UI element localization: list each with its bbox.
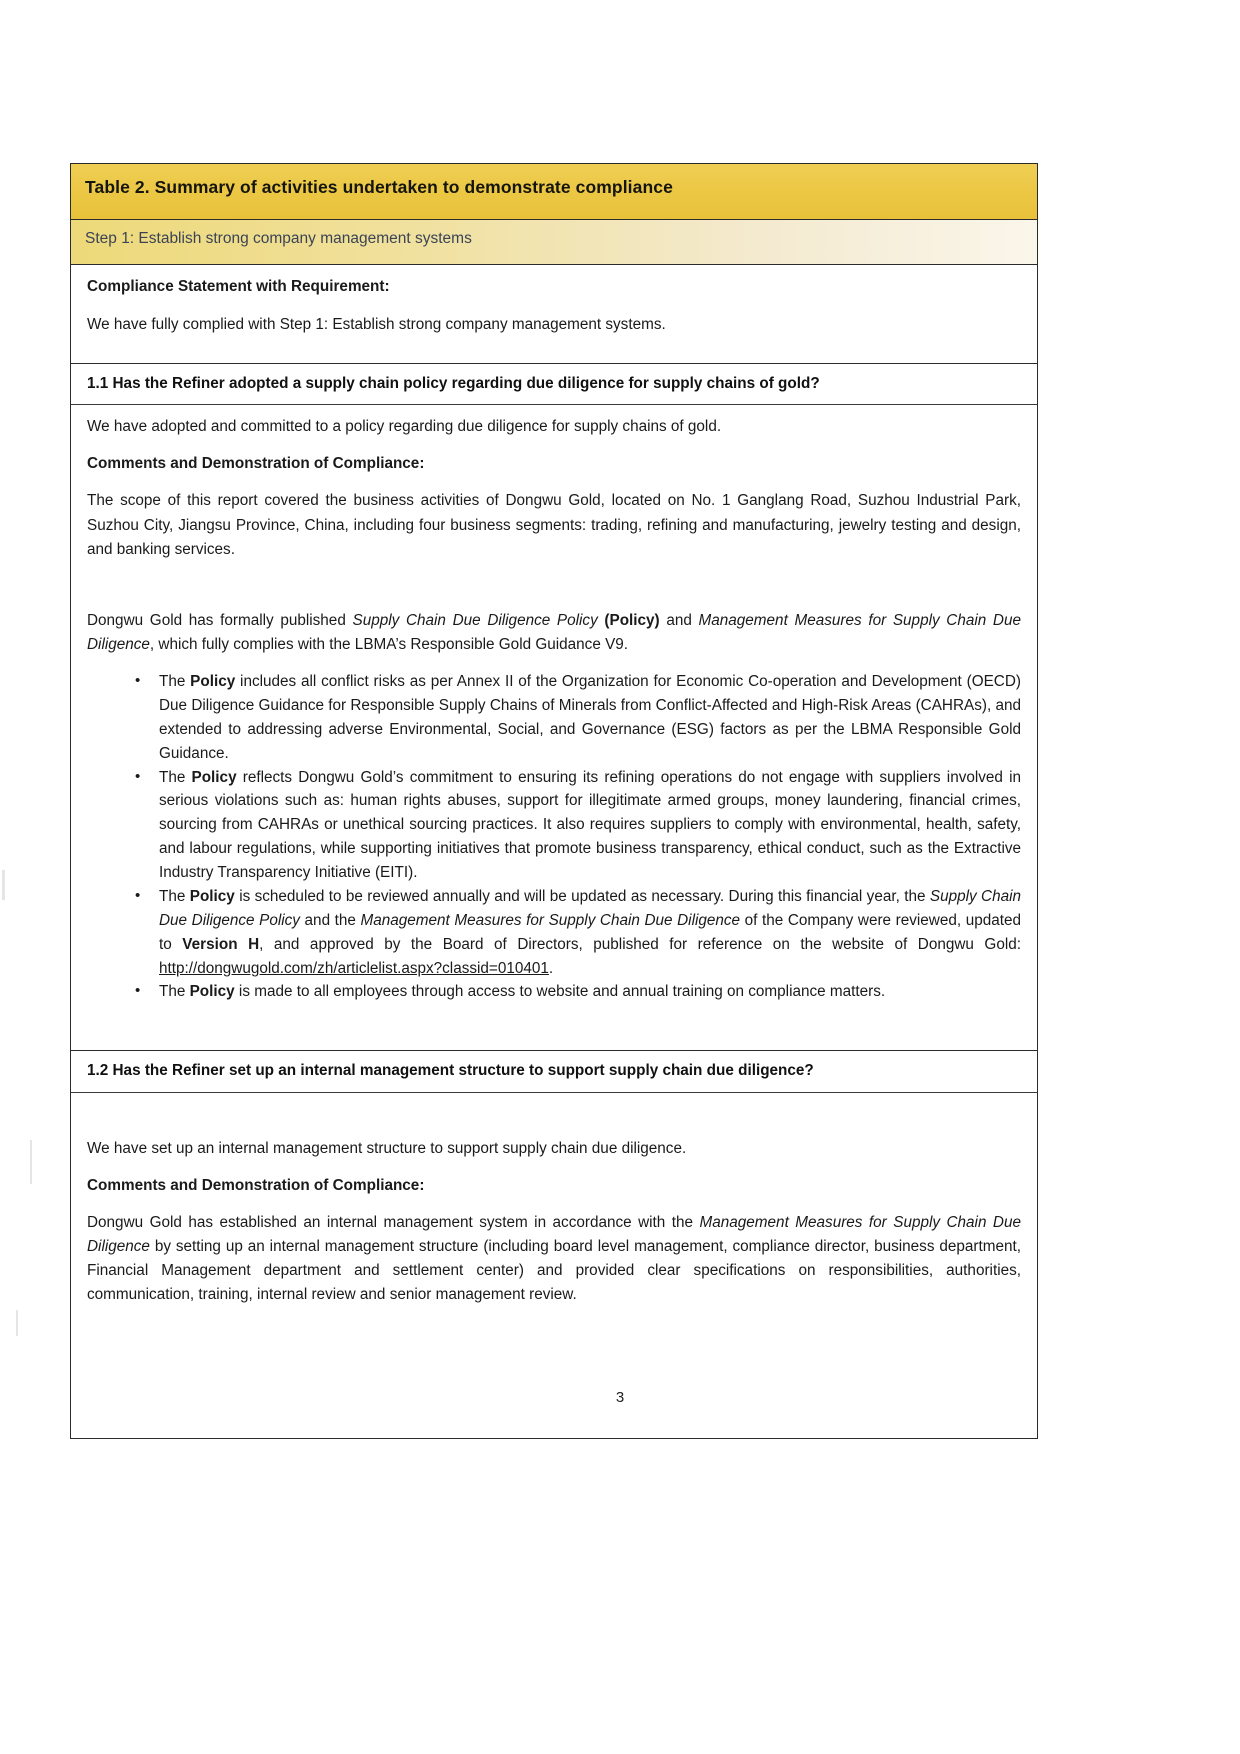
policy-keyword: Policy [190, 673, 236, 691]
cell-top-spacer [87, 1103, 1021, 1137]
measures-title-italic: Management Measures for Supply Chain Due Diligence [87, 611, 1021, 654]
question-1-2: 1.2 Has the Refiner set up an internal management structure to support supply chain due diligence? [71, 1051, 1037, 1092]
version-label: Version H [182, 935, 260, 953]
text-fragment: Dongwu Gold has established an internal management system in accordance with the [87, 1213, 700, 1231]
policy-publication-paragraph [87, 609, 1021, 657]
page-number: 3 [615, 1389, 625, 1406]
answer-block-1-1 [71, 405, 1037, 1051]
paragraph-spacer [87, 575, 1021, 609]
text-fragment: is made to all employees through access to website and annual training on compliance matters. [234, 983, 886, 1001]
comments-heading-1-1: Comments and Demonstration of Compliance: [87, 455, 425, 473]
measures-title-italic: Management Measures for Supply Chain Due Diligence [87, 1213, 1021, 1256]
text-fragment: includes all conflict risks as per Annex II of the Organization for Economic Co-operation and Development (OECD) Due Diligence Guidance for Responsible Supply Chains of Minerals from Conflict-Affected and High-Risk Areas (CAHRAs), and extended to addressing adverse Environmental, Social, and Governance (ESG) factors as per the LBMA Responsible Gold Guidance. [159, 673, 1021, 762]
answer-1-2: We have set up an internal management structure to support supply chain due diligence. [87, 1139, 687, 1157]
scan-artifact [30, 1140, 32, 1184]
text-fragment: . [548, 959, 554, 977]
internal-structure-paragraph [87, 1211, 1021, 1308]
list-item [159, 670, 1021, 765]
text-fragment: The [159, 768, 192, 786]
list-item [159, 980, 1021, 1004]
policy-keyword: Policy [189, 887, 235, 905]
text-fragment: The [159, 887, 190, 905]
answer-1-1: We have adopted and committed to a policy regarding due diligence for supply chains of gold. [87, 418, 722, 436]
scan-artifact [16, 1310, 18, 1336]
cell-bottom-spacer [87, 1308, 1021, 1426]
text-fragment: and the [299, 911, 361, 929]
table-title: Table 2. Summary of activities undertaken to demonstrate compliance [85, 177, 673, 197]
text-fragment: , and approved by the Board of Directors, published for reference on the website of Dongwu Gold: [259, 935, 1021, 953]
compliance-statement-body: We have fully complied with Step 1: Establish strong company management systems. [87, 315, 666, 333]
answer-block-1-2 [71, 1093, 1037, 1438]
comments-heading-1-2: Comments and Demonstration of Compliance: [87, 1176, 425, 1194]
policy-keyword: Policy [191, 768, 237, 786]
cell-bottom-spacer [87, 1004, 1021, 1038]
policy-title-italic: Supply Chain Due Diligence Policy [352, 611, 598, 629]
measures-title-italic: Management Measures for Supply Chain Due Diligence [360, 911, 741, 929]
text-fragment: The [159, 983, 190, 1001]
text-fragment: of the Company were reviewed, updated to [159, 911, 1021, 953]
policy-keyword: Policy [189, 983, 235, 1001]
scope-paragraph: The scope of this report covered the business activities of Dongwu Gold, located on No. 1 Ganglang Road, Suzhou Industrial Park, Suzhou City, Jiangsu Province, China, including four business segments: trading, refining and manufacturing, jewelry testing and design, and banking services. [87, 492, 1021, 558]
text-fragment: , which fully complies with the LBMA’s Responsible Gold Guidance V9. [149, 636, 629, 654]
text-fragment: is scheduled to be reviewed annually and will be updated as necessary. During this financial year, the [234, 887, 930, 905]
text-fragment: by setting up an internal management structure (including board level management, compliance director, business department, Financial Management department and settlement center) and provided clear specifications on responsibilities, authorities, communication, training, internal review and senior management review. [87, 1238, 1021, 1304]
list-item [159, 885, 1021, 980]
compliance-statement-heading: Compliance Statement with Requirement: [87, 278, 390, 296]
question-1-1: 1.1 Has the Refiner adopted a supply chain policy regarding due diligence for supply chains of gold? [71, 364, 1037, 405]
compliance-table [70, 163, 1038, 1439]
compliance-statement-cell [71, 265, 1037, 363]
text-fragment: Dongwu Gold has formally published [87, 611, 353, 629]
policy-title-italic: Supply Chain Due Diligence Policy [159, 887, 1021, 929]
text-fragment: and [659, 611, 699, 629]
policy-url-link[interactable]: http://dongwugold.com/zh/articlelist.aspx?classid=010401 [159, 959, 549, 977]
table-title-band [71, 164, 1037, 220]
text-fragment: reflects Dongwu Gold’s commitment to ensuring its refining operations do not engage with suppliers involved in serious violations such as: human rights abuses, support for illegitimate armed groups, money laundering, financial crimes, sourcing from CAHRAs or unethical sourcing practices. It also requires suppliers to comply with environmental, health, safety, and labour regulations, while supporting initiatives that promote business transparency, ethical conduct, such as the Extractive Industry Transparency Initiative (EITI). [159, 768, 1021, 882]
step-header-label: Step 1: Establish strong company management systems [85, 230, 472, 247]
cell-spacer [87, 337, 1021, 351]
policy-shortname: (Policy) [597, 611, 660, 629]
scan-artifact [2, 870, 5, 900]
policy-bullet-list [87, 670, 1021, 1004]
step-header-band [71, 220, 1037, 265]
text-fragment: The [159, 673, 191, 691]
list-item [159, 766, 1021, 885]
